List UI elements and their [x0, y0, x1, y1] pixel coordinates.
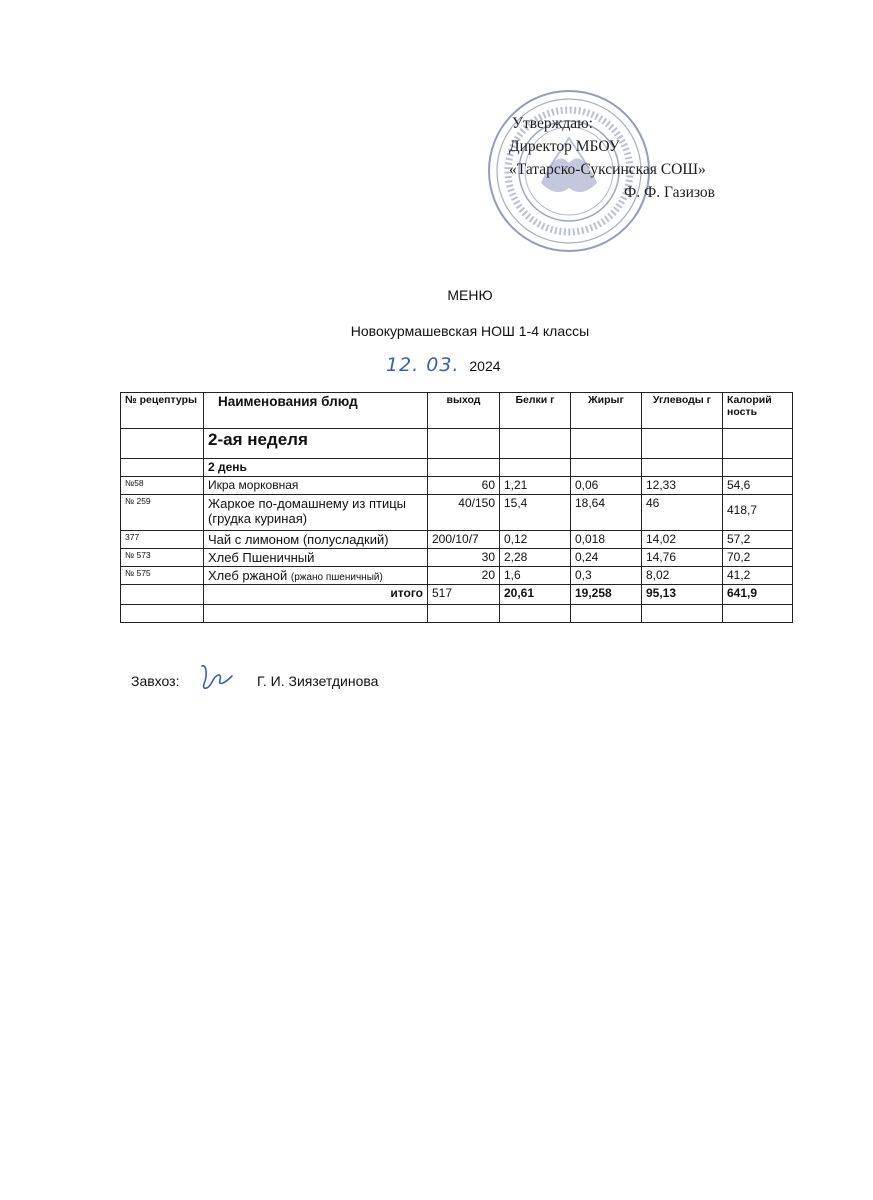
dish-carbs: 46 [642, 495, 723, 531]
dish-calories: 418,7 [723, 495, 793, 531]
table-row [121, 531, 793, 549]
dish-calories: 54,6 [723, 477, 793, 495]
column-header-recipe: № рецептуры [121, 393, 204, 429]
table-header-row [121, 393, 793, 429]
dish-carbs: 12,33 [642, 477, 723, 495]
table-row [121, 567, 793, 585]
dish-protein: 1,6 [500, 567, 571, 585]
dish-output: 30 [428, 549, 500, 567]
date-year: 2024 [469, 358, 501, 374]
total-fat: 19,258 [571, 585, 642, 605]
dish-output: 60 [428, 477, 500, 495]
approval-line-approve: Утверждаю: [512, 115, 593, 132]
dish-name: Икра морковная [204, 477, 428, 495]
total-calories: 641,9 [723, 585, 793, 605]
column-header-fat: Жирыг [571, 393, 642, 429]
recipe-number: № 573 [121, 549, 204, 567]
dish-calories: 41,2 [723, 567, 793, 585]
total-row [121, 585, 793, 605]
total-protein: 20,61 [500, 585, 571, 605]
dish-protein: 1,21 [500, 477, 571, 495]
dish-fat: 0,3 [571, 567, 642, 585]
table-row [121, 495, 793, 531]
dish-fat: 0,24 [571, 549, 642, 567]
footer-signature-block [131, 673, 379, 689]
column-header-carbs: Углеводы г [642, 393, 723, 429]
recipe-number: №58 [121, 477, 204, 495]
dish-name: Жаркое по-домашнему из птицы (грудка куриная) [204, 495, 428, 531]
dish-carbs: 14,02 [642, 531, 723, 549]
table-row [121, 549, 793, 567]
week-label: 2-ая неделя [204, 429, 428, 459]
dish-protein: 2,28 [500, 549, 571, 567]
footer-name: Г. И. Зиязетдинова [257, 673, 379, 689]
dish-protein: 15,4 [500, 495, 571, 531]
dish-name: Хлеб Пшеничный [204, 549, 428, 567]
table-row [121, 477, 793, 495]
dish-calories: 57,2 [723, 531, 793, 549]
page-title: МЕНЮ [447, 287, 493, 303]
school-name: Новокурмашевская НОШ 1-4 классы [350, 323, 590, 339]
handwritten-signature [194, 660, 238, 694]
dish-output: 40/150 [428, 495, 500, 531]
dish-protein: 0,12 [500, 531, 571, 549]
dish-output: 20 [428, 567, 500, 585]
column-header-dish: Наименования блюд [204, 393, 428, 429]
total-output: 517 [428, 585, 500, 605]
dish-carbs: 14,76 [642, 549, 723, 567]
column-header-protein: Белки г [500, 393, 571, 429]
recipe-number: 377 [121, 531, 204, 549]
approval-block [509, 112, 715, 204]
total-carbs: 95,13 [642, 585, 723, 605]
dish-fat: 0,06 [571, 477, 642, 495]
day-row [121, 459, 793, 477]
dish-name: Хлеб ржаной [208, 568, 288, 583]
approval-line-position: Директор МБОУ [509, 138, 620, 155]
dish-calories: 70,2 [723, 549, 793, 567]
dish-name-note: (ржано пшеничный) [290, 572, 383, 583]
menu-date [386, 354, 501, 376]
dish-fat: 18,64 [571, 495, 642, 531]
dish-name-cell [204, 567, 428, 585]
column-header-output: выход [428, 393, 500, 429]
handwritten-date: 12. 03. [386, 354, 460, 376]
day-label: 2 день [204, 459, 428, 477]
dish-fat: 0,018 [571, 531, 642, 549]
dish-carbs: 8,02 [642, 567, 723, 585]
footer-label: Завхоз: [131, 673, 180, 689]
recipe-number: № 259 [121, 495, 204, 531]
column-header-calories: Калорий ность [723, 393, 793, 429]
menu-table [120, 392, 793, 623]
dish-name: Чай с лимоном (полусладкий) [204, 531, 428, 549]
total-label: итого [204, 585, 428, 605]
approval-line-school: «Татарско-Суксинская СОШ» [509, 161, 706, 178]
week-row [121, 429, 793, 459]
recipe-number: № 575 [121, 567, 204, 585]
dish-output: 200/10/7 [428, 531, 500, 549]
empty-row [121, 605, 793, 623]
approval-line-director: Ф. Ф. Газизов [624, 184, 715, 201]
